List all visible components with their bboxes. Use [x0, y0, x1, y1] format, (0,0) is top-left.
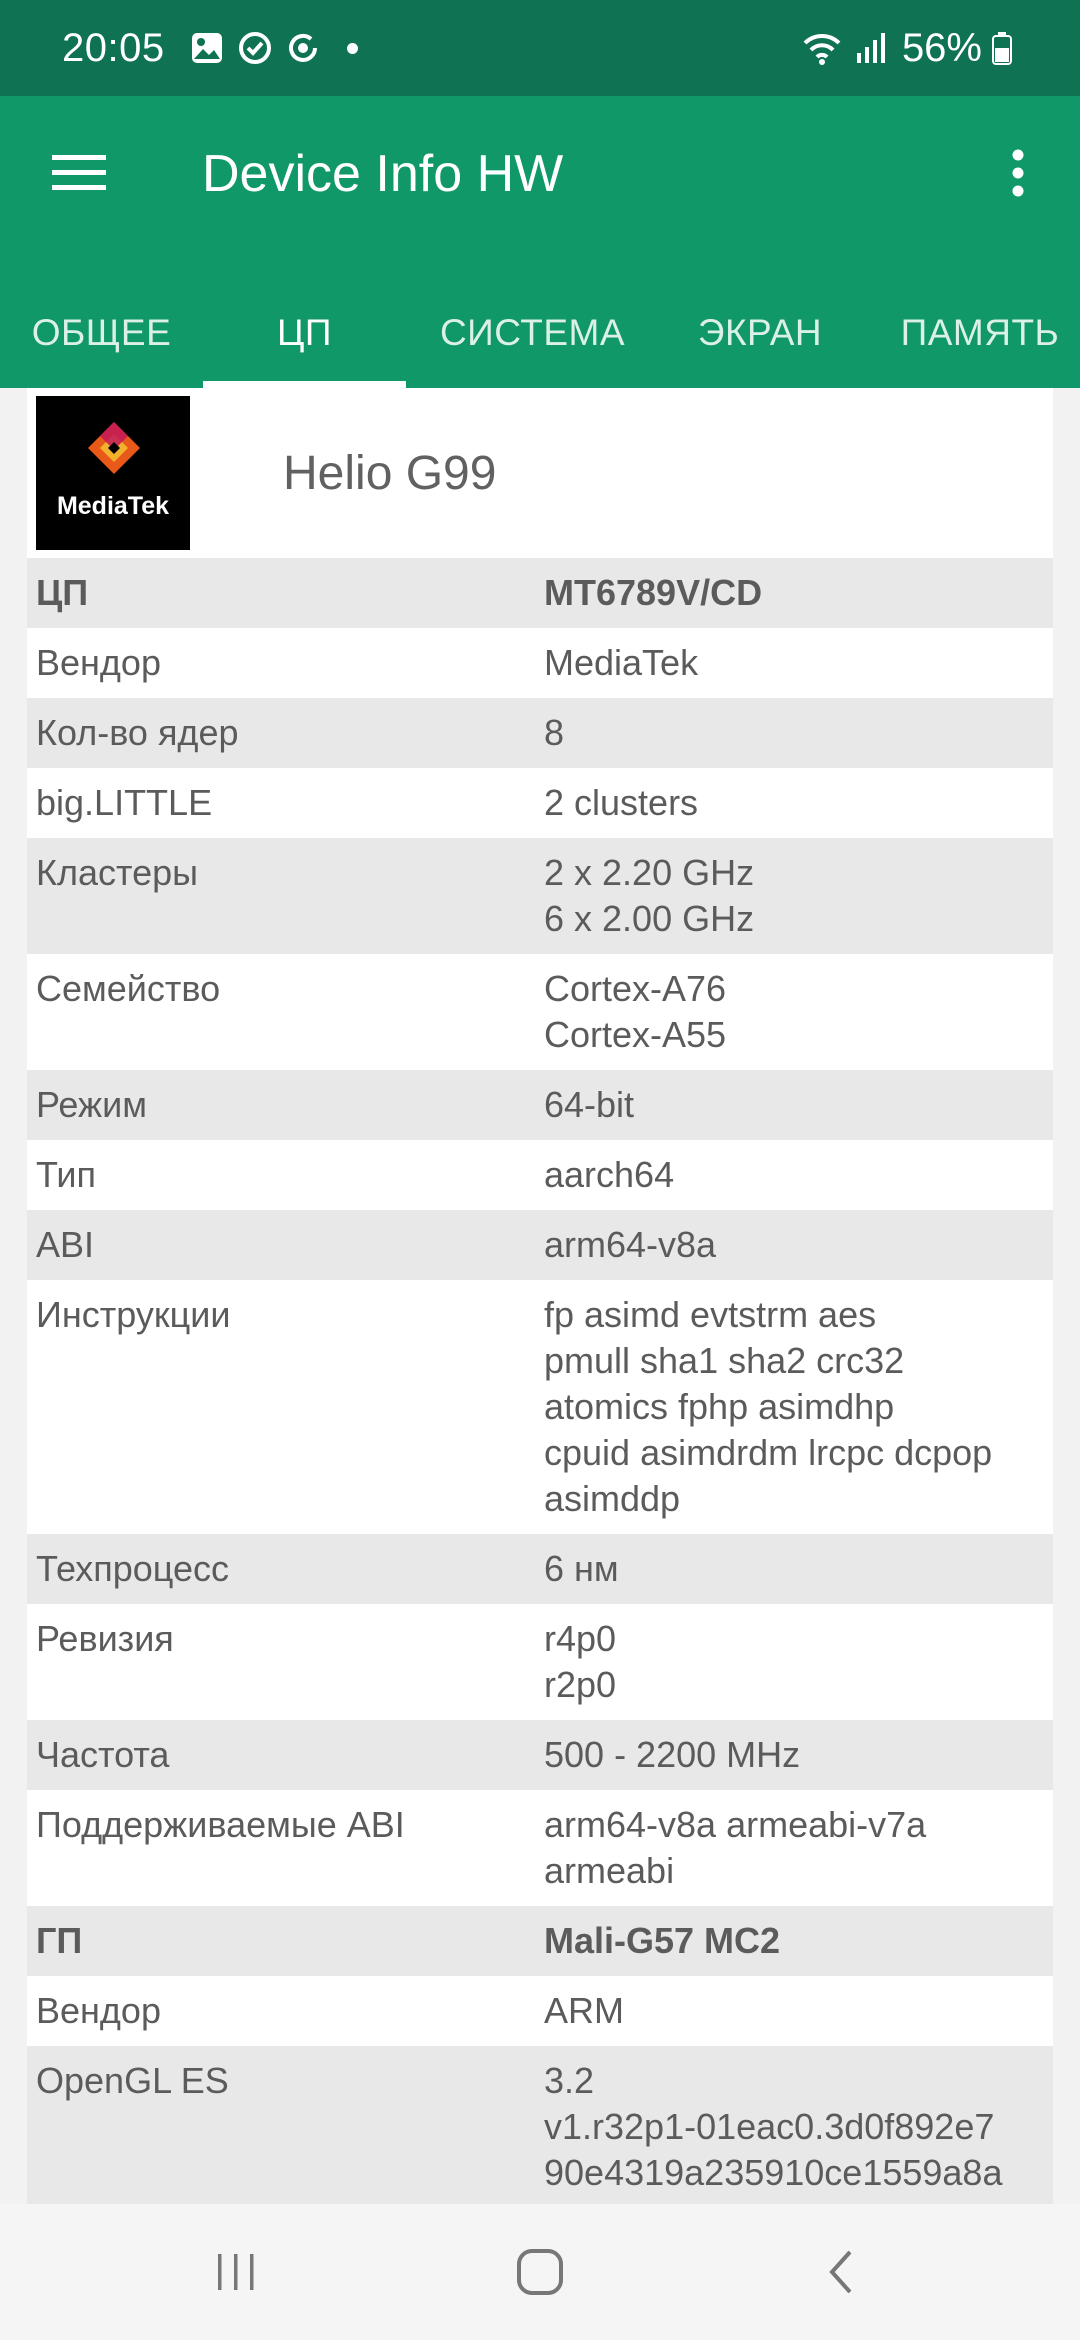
- row-label: Кол-во ядер: [36, 712, 239, 753]
- row-value: 500 - 2200 MHz: [544, 1734, 801, 1775]
- home-icon[interactable]: [498, 2230, 582, 2314]
- row-label: OpenGL ES: [36, 2060, 229, 2101]
- row-label: Ревизия: [36, 1618, 174, 1659]
- row-label: Семейство: [36, 968, 221, 1009]
- row-value: Cortex-A76 Cortex-A55: [544, 968, 727, 1055]
- row-label: Инструкции: [36, 1294, 231, 1335]
- table-row: [27, 1280, 1053, 1534]
- app-bar: [0, 96, 1080, 388]
- circle-check-icon: [233, 26, 277, 70]
- table-row: [27, 1790, 1053, 1906]
- more-vertical-icon[interactable]: [990, 138, 1046, 208]
- table-row: [27, 1070, 1053, 1140]
- status-time: 20:05: [62, 25, 165, 70]
- table-row: [27, 838, 1053, 954]
- status-right: [800, 26, 1018, 71]
- mediatek-logo: [36, 396, 190, 550]
- row-label: Техпроцесс: [36, 1548, 229, 1589]
- chip-name: Helio G99: [283, 446, 497, 500]
- tab-general[interactable]: ОБЩЕЕ: [31, 312, 172, 353]
- row-label: Вендор: [36, 1990, 161, 2031]
- table-row: [27, 1534, 1053, 1604]
- chip-header: [27, 388, 1053, 558]
- table-row: [27, 1906, 1053, 1976]
- battery-icon: [990, 26, 1014, 70]
- row-value: ARM: [544, 1990, 624, 2031]
- table-row: [27, 1976, 1053, 2046]
- table-row: [27, 1720, 1053, 1790]
- row-label: ЦП: [36, 572, 89, 613]
- battery-percent: 56%: [901, 25, 982, 70]
- row-label: Режим: [36, 1084, 147, 1125]
- row-value: Mali-G57 MC2: [544, 1920, 781, 1961]
- tab-bar: [0, 278, 1080, 388]
- recent-apps-icon[interactable]: [194, 2230, 278, 2314]
- tab-system[interactable]: СИСТЕМА: [439, 312, 626, 353]
- table-row: [27, 768, 1053, 838]
- gallery-icon: [185, 26, 229, 70]
- tab-memory[interactable]: ПАМЯТЬ: [900, 312, 1060, 353]
- table-row: [27, 1140, 1053, 1210]
- logo-text: MediaTek: [56, 492, 170, 520]
- table-row: [27, 628, 1053, 698]
- row-label: Частота: [36, 1734, 170, 1775]
- row-label: Вендор: [36, 642, 161, 683]
- row-label: Кластеры: [36, 852, 198, 893]
- mediatek-logo-mark-icon: [86, 420, 142, 476]
- signal-icon: [848, 26, 892, 70]
- table-row: [27, 698, 1053, 768]
- sync-icon: [281, 26, 325, 70]
- status-left: [62, 26, 358, 71]
- row-label: Тип: [36, 1154, 97, 1195]
- hamburger-menu-icon[interactable]: [44, 138, 114, 208]
- wifi-icon: [800, 26, 844, 70]
- tab-cpu[interactable]: ЦП: [277, 312, 332, 353]
- row-label: Поддерживаемые ABI: [36, 1804, 405, 1845]
- navigation-bar: [0, 2204, 1080, 2340]
- table-row: [27, 558, 1053, 628]
- row-value: fp asimd evtstrm aes pmull sha1 sha2 crc32 atomics fphp asimdhp cpuid asimdrdm lrcpc dcpop asimddp: [544, 1294, 993, 1519]
- row-label: big.LITTLE: [36, 782, 213, 823]
- row-value: 6 нм: [544, 1548, 619, 1589]
- back-icon[interactable]: [800, 2230, 884, 2314]
- row-value: 3.2 v1.r32p1-01eac0.3d0f892e7 90e4319a235910ce1559a8a: [544, 2060, 1003, 2193]
- row-label: ABI: [36, 1224, 95, 1265]
- info-rows: [27, 558, 1053, 2302]
- row-value: r4p0 r2p0: [544, 1618, 617, 1705]
- row-value: arm64-v8a: [544, 1224, 717, 1265]
- app-title: Device Info HW: [202, 145, 564, 203]
- row-value: arm64-v8a armeabi-v7a armeabi: [544, 1804, 927, 1891]
- row-value: aarch64: [544, 1154, 675, 1195]
- tab-display[interactable]: ЭКРАН: [697, 312, 823, 353]
- active-tab-indicator: [203, 381, 406, 388]
- row-label: ГП: [36, 1920, 83, 1961]
- status-bar: [0, 0, 1080, 96]
- row-value: 64-bit: [544, 1084, 635, 1125]
- row-value: MediaTek: [544, 642, 699, 683]
- row-value: MT6789V/CD: [544, 572, 763, 613]
- row-value: 2 clusters: [544, 782, 699, 823]
- table-row: [27, 1604, 1053, 1720]
- row-value: 8: [544, 712, 565, 753]
- row-value: 2 x 2.20 GHz 6 x 2.00 GHz: [544, 852, 755, 939]
- table-row: [27, 954, 1053, 1070]
- table-row: [27, 1210, 1053, 1280]
- table-row: [27, 2046, 1053, 2208]
- dot-icon: [347, 43, 358, 54]
- cpu-info-list[interactable]: [27, 388, 1053, 2302]
